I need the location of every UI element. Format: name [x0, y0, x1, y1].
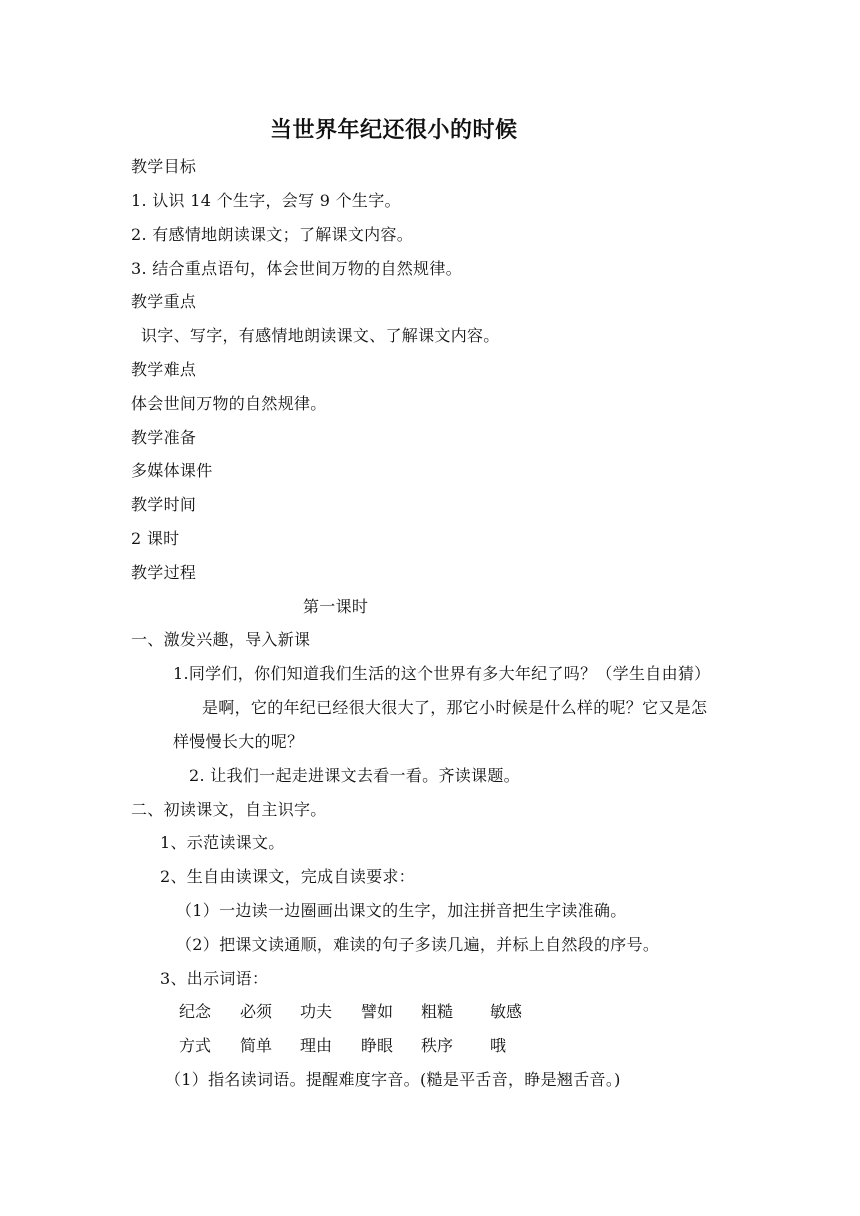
vocab-row	[0, 1036, 860, 1056]
objective-item: 3. 结合重点语句，体会世间万物的自然规律。	[131, 259, 462, 278]
section1-item1-line2: 是啊，它的年纪已经很大很大了，那它小时候是什么样的呢？它又是怎	[202, 698, 708, 717]
vocab-word: 睁眼	[361, 1036, 394, 1055]
vocab-word: 秩序	[421, 1036, 454, 1055]
vocab-word: 功夫	[300, 1002, 333, 1021]
difficulties-text: 体会世间万物的自然规律。	[131, 394, 327, 413]
section2-step2: 2、生自由读课文，完成自读要求：	[160, 867, 415, 886]
vocab-word: 理由	[300, 1036, 333, 1055]
vocab-word: 敏感	[490, 1002, 523, 1021]
section1-item1-line3: 样慢慢长大的呢？	[173, 732, 304, 751]
lesson-title: 第一课时	[303, 597, 369, 616]
vocab-word: 必须	[240, 1002, 273, 1021]
preparation-text: 多媒体课件	[131, 461, 213, 480]
time-heading: 教学时间	[131, 495, 197, 514]
key-points-text: 识字、写字，有感情地朗读课文、了解课文内容。	[141, 326, 500, 345]
document-title: 当世界年纪还很小的时候	[270, 117, 518, 143]
section1-item1-line1: 1.同学们，你们知道我们生活的这个世界有多大年纪了吗？（学生自由猜）	[173, 664, 711, 683]
key-points-heading: 教学重点	[131, 292, 197, 311]
section2-step1: 1、示范读课文。	[160, 833, 285, 852]
section2-requirement: （2）把课文读通顺，难读的句子多读几遍，并标上自然段的序号。	[176, 935, 660, 954]
section2-note: （1）指名读词语。提醒难度字音。(糙是平舌音，睁是翘舌音。)	[165, 1070, 621, 1089]
preparation-heading: 教学准备	[131, 428, 197, 447]
objective-item: 2. 有感情地朗读课文；了解课文内容。	[131, 225, 414, 244]
section1-item2: 2. 让我们一起走进课文去看一看。齐读课题。	[189, 766, 520, 785]
objectives-heading: 教学目标	[131, 157, 197, 176]
time-text: 2 课时	[131, 529, 180, 548]
process-heading: 教学过程	[131, 563, 197, 582]
vocab-word: 哦	[490, 1036, 507, 1055]
section2-heading: 二、初读课文，自主识字。	[131, 800, 327, 819]
objective-item: 1. 认识 14 个生字，会写 9 个生字。	[131, 191, 401, 210]
vocab-word: 纪念	[179, 1002, 212, 1021]
difficulties-heading: 教学难点	[131, 360, 197, 379]
vocab-row	[0, 1002, 860, 1022]
section2-requirement: （1）一边读一边圈画出课文的生字，加注拼音把生字读准确。	[176, 901, 627, 920]
vocab-word: 方式	[179, 1036, 212, 1055]
vocab-word: 譬如	[361, 1002, 394, 1021]
vocab-word: 粗糙	[421, 1002, 454, 1021]
section1-heading: 一、激发兴趣，导入新课	[131, 630, 311, 649]
section2-step3: 3、出示词语：	[160, 969, 269, 988]
vocab-word: 简单	[240, 1036, 273, 1055]
